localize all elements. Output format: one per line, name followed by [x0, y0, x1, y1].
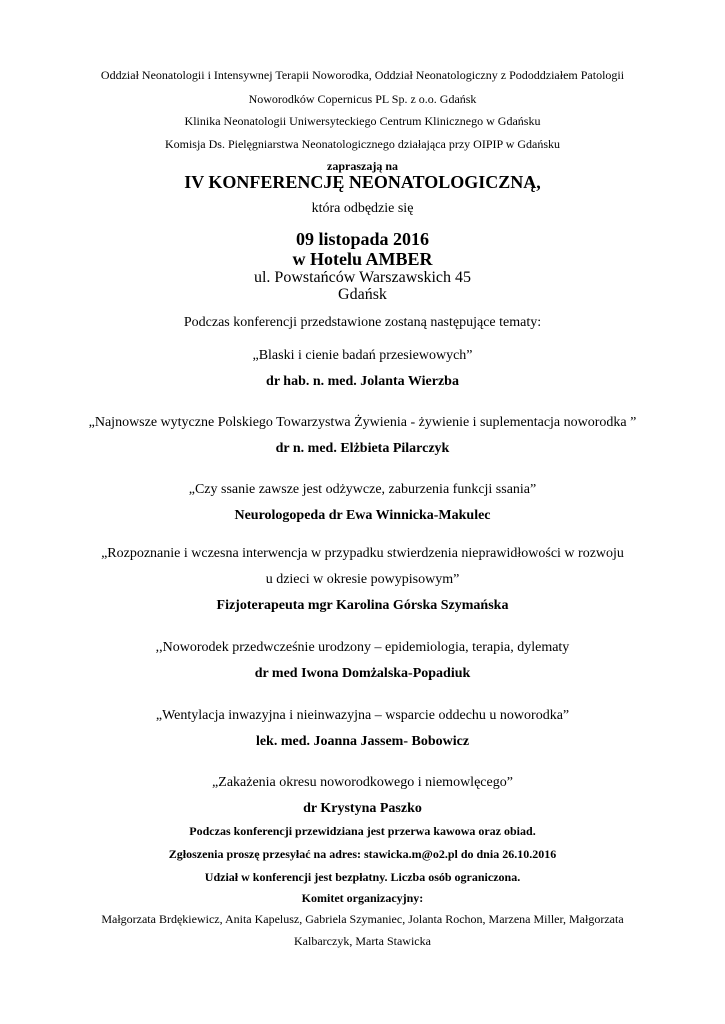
topic-speaker: dr Krystyna Paszko: [303, 801, 422, 816]
registration-info: Zgłoszenia proszę przesyłać na adres: stawicka.m@o2.pl do dnia 26.10.2016: [168, 847, 557, 861]
conference-venue: w Hotelu AMBER: [292, 249, 433, 269]
organizer-line-3: Klinika Neonatologii Uniwersyteckiego Centrum Klinicznego w Gdańsku: [184, 114, 541, 128]
committee-line-2: Kalbarczyk, Marta Stawicka: [294, 934, 431, 948]
organizer-line-4: Komisja Ds. Pielęgniarstwa Neonatologicznego działająca przy OIPIP w Gdańsku: [164, 137, 561, 151]
topic-speaker: dr n. med. Elżbieta Pilarczyk: [275, 441, 450, 456]
topic-title: „Blaski i cienie badań przesiewowych”: [252, 348, 473, 363]
topics-intro: Podczas konferencji przedstawione zostaną następujące tematy:: [183, 315, 542, 330]
topic-title-line-2: u dzieci w okresie powypisowym”: [265, 572, 460, 587]
topic-speaker: lek. med. Joanna Jassem- Bobowicz: [255, 734, 470, 749]
participation-info: Udział w konferencji jest bezpłatny. Liczba osób ograniczona.: [204, 870, 521, 884]
committee-line-1: Małgorzata Brdękiewicz, Anita Kapelusz, Gabriela Szymaniec, Jolanta Rochon, Marzena Miller, Małgorzata: [101, 912, 624, 926]
organizer-line-1: Oddział Neonatologii i Intensywnej Terapii Noworodka, Oddział Neonatologiczny z Pododdziałem Patologii: [100, 68, 625, 82]
topic-speaker: dr med Iwona Domżalska-Popadiuk: [254, 666, 471, 681]
topic-title: „Czy ssanie zawsze jest odżywcze, zaburzenia funkcji ssania”: [188, 482, 537, 497]
intro-text: która odbędzie się: [311, 201, 414, 216]
invite-text: zapraszają na: [327, 159, 398, 173]
committee-label: Komitet organizacyjny:: [301, 891, 424, 905]
topic-title: „Najnowsze wytyczne Polskiego Towarzystwa Żywienia - żywienie i suplementacja noworodka ”: [88, 415, 637, 430]
topic-speaker: Fizjoterapeuta mgr Karolina Górska Szymańska: [216, 598, 509, 613]
venue-city: Gdańsk: [338, 286, 387, 303]
break-info: Podczas konferencji przewidziana jest przerwa kawowa oraz obiad.: [189, 824, 536, 838]
topic-title-line-1: „Rozpoznanie i wczesna interwencja w przypadku stwierdzenia nieprawidłowości w rozwoju: [101, 546, 624, 561]
topic-speaker: dr hab. n. med. Jolanta Wierzba: [266, 374, 459, 389]
organizer-line-2: Noworodków Copernicus PL Sp. z o.o. Gdańsk: [248, 92, 477, 106]
conference-title: IV KONFERENCJĘ NEONATOLOGICZNĄ,: [184, 172, 541, 192]
topic-title: „Zakażenia okresu noworodkowego i niemowlęcego”: [212, 775, 513, 790]
topic-title: „Wentylacja inwazyjna i nieinwazyjna – wsparcie oddechu u noworodka”: [155, 708, 570, 723]
topic-speaker: Neurologopeda dr Ewa Winnicka-Makulec: [234, 508, 491, 523]
conference-date: 09 listopada 2016: [295, 229, 430, 249]
venue-address: ul. Powstańców Warszawskich 45: [253, 269, 472, 286]
topic-title: ,,Noworodek przedwcześnie urodzony – epidemiologia, terapia, dylematy: [155, 640, 570, 655]
